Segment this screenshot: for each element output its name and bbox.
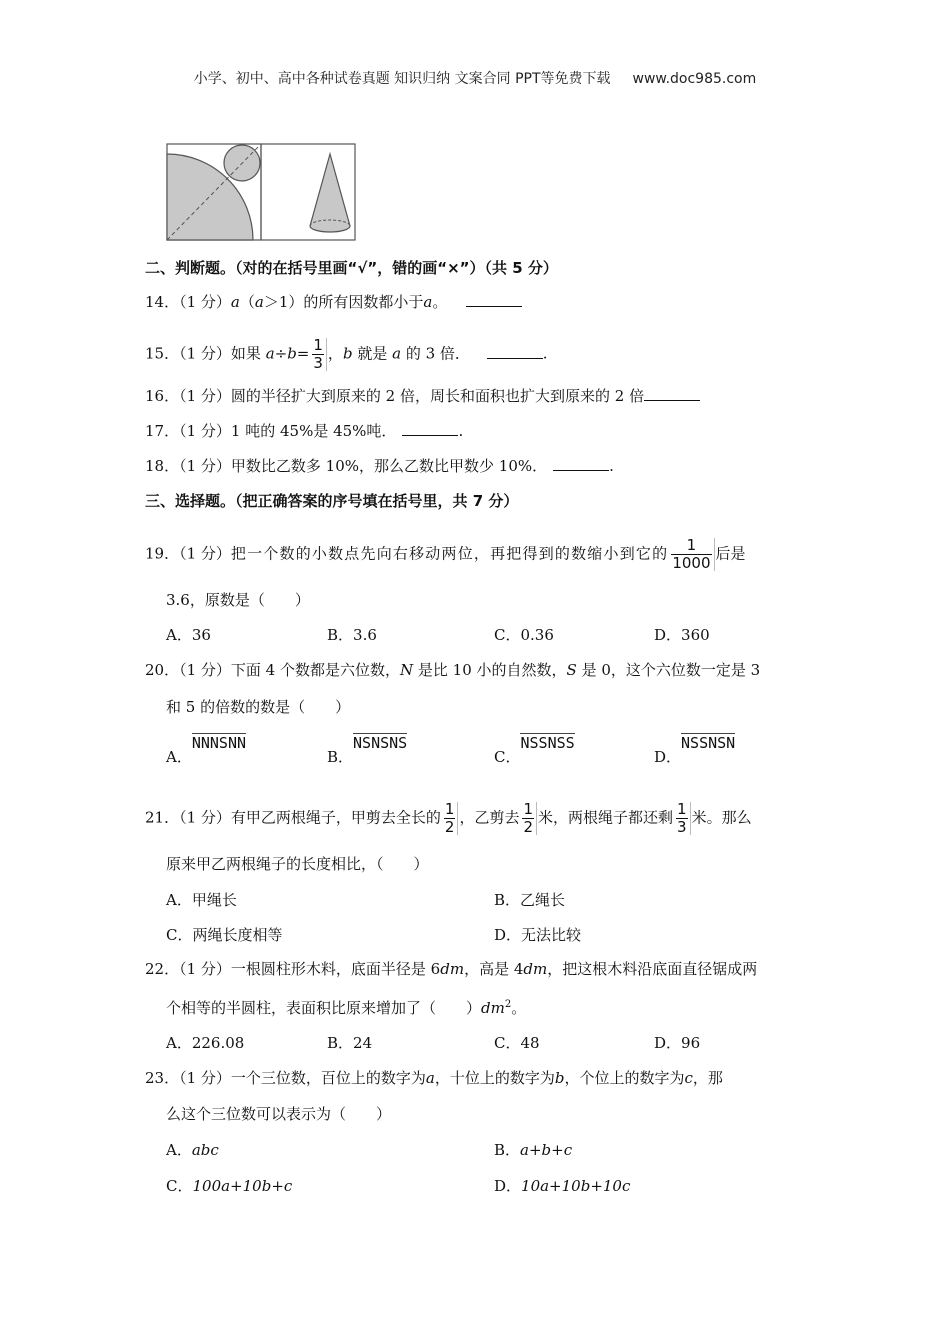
question-14: 14．（1 分）a（a＞1）的所有因数都小于a。 [145,292,522,312]
q20-option-b[interactable]: B．NSNSNS [327,734,408,766]
quarter-circle-and-cone-diagram [166,142,356,242]
q22-option-d[interactable]: D．96 [654,1034,701,1052]
q23-option-d[interactable]: D．10a+10b+10c [494,1177,631,1195]
fraction-one-thousandth: $\frac{1}{1000}$ [669,538,714,571]
question-20: 20．（1 分）下面 4 个数都是六位数，N 是比 10 小的自然数，S 是 0，这个六位数一定是 3 [145,661,761,679]
q19-option-a[interactable]: A．36 [166,626,211,644]
question-20-line2: 和 5 的倍数的数是（ ） [166,698,351,716]
question-21-line2: 原来甲乙两根绳子的长度相比，（ ） [166,855,429,873]
q22-option-a[interactable]: A．226.08 [166,1034,245,1052]
answer-blank-14[interactable] [466,292,522,307]
section-3-title: 三、选择题。（把正确答案的序号填在括号里，共 7 分） [145,492,519,510]
answer-blank-16[interactable] [644,386,700,401]
q19-option-d[interactable]: D．360 [654,626,710,644]
fraction-one-third-2: $\frac{1}{3}$ [674,802,691,835]
q21-option-d[interactable]: D．无法比较 [494,926,582,944]
q23-option-b[interactable]: B．a+b+c [494,1141,573,1159]
header-site: www.doc985.com [632,71,757,87]
q21-option-b[interactable]: B．乙绳长 [494,891,566,909]
q21-option-a[interactable]: A．甲绳长 [166,891,237,909]
question-23: 23．（1 分）一个三位数，百位上的数字为a，十位上的数字为b，个位上的数字为c，那 [145,1069,723,1087]
q20-option-d[interactable]: D．NSSNSN [654,734,736,766]
q20-option-c[interactable]: C．NSSNSS [494,734,575,766]
page-header [0,68,950,88]
question-21: 21．（1 分）有甲乙两根绳子，甲剪去全长的 $\frac{1}{2}$ ，乙剪去 $\frac{1}{2}$ 米，两根绳子都还剩 $\frac{1}{3}$ 米。那么 [145,800,752,836]
question-18: 18．（1 分）甲数比乙数多 10%，那么乙数比甲数少 10%． . [145,457,614,475]
q23-option-c[interactable]: C．100a+10b+c [166,1177,293,1195]
q19-option-b[interactable]: B．3.6 [327,626,377,644]
answer-blank-17[interactable] [402,421,458,436]
question-16: 16．（1 分）圆的半径扩大到原来的 2 倍，周长和面积也扩大到原来的 2 倍 [145,386,700,406]
question-19-line2: 3.6，原数是（ ） [166,591,310,609]
question-22: 22．（1 分）一根圆柱形木料，底面半径是 6dm，高是 4dm，把这根木料沿底面直径锯成两 [145,960,758,978]
fraction-one-third: $\frac{1}{3}$ [310,338,327,371]
fraction-one-half: $\frac{1}{2}$ [442,802,459,835]
q22-option-c[interactable]: C．48 [494,1034,540,1052]
q19-option-c[interactable]: C．0.36 [494,626,554,644]
answer-blank-18[interactable] [553,456,609,471]
q23-option-a[interactable]: A．abc [166,1141,219,1159]
question-22-line2: 个相等的半圆柱，表面积比原来增加了（ ）$dm^2$。 [166,999,527,1017]
question-19: 19．（1 分）把一个数的小数点先向右移动两位，再把得到的数缩小到它的 $\frac{1}{1000}$ 后是 [145,536,746,572]
question-23-line2: 么这个三位数可以表示为（ ） [166,1105,392,1123]
fraction-one-half-2: $\frac{1}{2}$ [520,802,537,835]
q20-option-a[interactable]: A．NNNSNN [166,734,247,766]
header-text: 小学、初中、高中各种试卷真题 知识归纳 文案合同 PPT等免费下载 [193,71,611,87]
q22-option-b[interactable]: B．24 [327,1034,373,1052]
section-2-title: 二、判断题。（对的在括号里画“√”，错的画“×”）（共 5 分） [145,259,558,277]
question-17: 17．（1 分）1 吨的 45%是 45%吨． . [145,422,464,440]
question-15: 15．（1 分）如果 a÷b= $\frac{1}{3}$ ，b 就是 a 的 3 倍． . [145,336,548,372]
answer-blank-15[interactable] [487,344,543,359]
q21-option-c[interactable]: C．两绳长度相等 [166,926,283,944]
